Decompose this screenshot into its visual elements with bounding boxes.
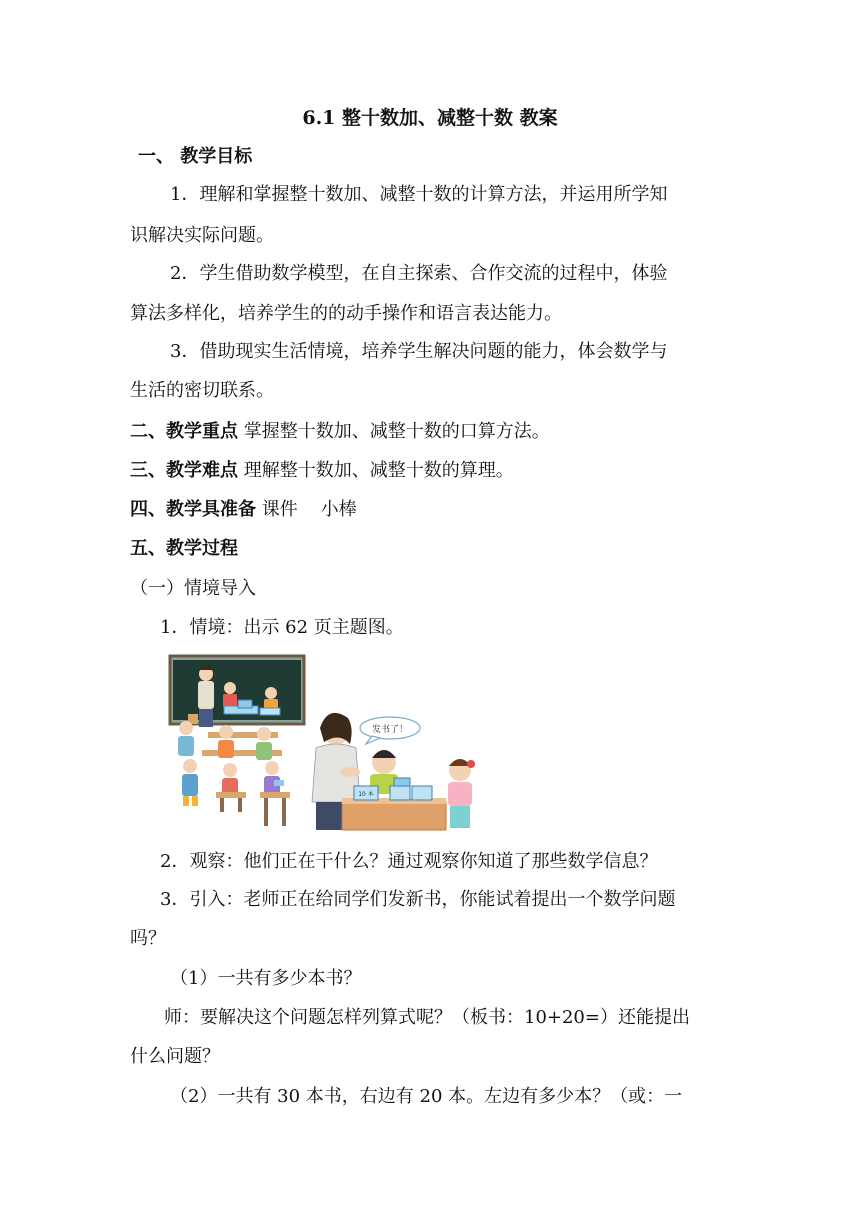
section-key-points: [130, 420, 550, 444]
goal-3-line-1: 3．借助现实生活情境，培养学生解决问题的能力，体会数学与: [170, 341, 668, 362]
question-2: （2）一共有 30 本书，右边有 20 本。左边有多少本？（或：一: [170, 1086, 683, 1107]
goal-1-line-1: 1．理解和掌握整十数加、减整十数的计算方法，并运用所学知: [170, 184, 668, 205]
speech-bubble-text: 发书了！: [371, 725, 409, 735]
section-heading-difficulties: 三、教学难点: [130, 460, 238, 481]
goal-1-line-2: 识解决实际问题。: [130, 225, 274, 246]
goal-2-line-1: 2．学生借助数学模型，在自主探索、合作交流的过程中，体验: [170, 263, 668, 284]
question-1: （1）一共有多少本书？: [170, 968, 362, 989]
book-stack-label: 10 本: [358, 791, 374, 798]
section-heading-materials: 四、教学具准备: [130, 499, 256, 520]
subsection-intro: （一）情境导入: [130, 578, 256, 599]
teacher-line-1: 师：要解决这个问题怎样列算式呢？（板书：10+20=）还能提出: [164, 1007, 690, 1028]
section-heading-goals: 一、 教学目标: [138, 146, 253, 167]
classroom-illustration: [168, 652, 483, 834]
key-points-text: 掌握整十数加、减整十数的口算方法。: [243, 421, 550, 442]
section-difficulties: [130, 459, 514, 483]
section-heading-key-points: 二、教学重点: [130, 421, 238, 442]
step-1: 1．情境：出示 62 页主题图。: [160, 617, 404, 638]
goal-3-line-2: 生活的密切联系。: [130, 380, 274, 401]
difficulties-text: 理解整十数加、减整十数的算理。: [243, 460, 514, 481]
step-2: 2．观察：他们正在干什么？通过观察你知道了那些数学信息？: [160, 851, 658, 872]
step-3-line-2: 吗？: [130, 928, 166, 949]
teacher-line-2: 什么问题？: [130, 1046, 220, 1067]
step-3-line-1: 3．引入：老师正在给同学们发新书，你能试着提出一个数学问题: [160, 889, 676, 910]
section-heading-process: 五、教学过程: [130, 538, 238, 559]
materials-text: 课件 小棒: [261, 499, 357, 520]
section-materials: [130, 498, 357, 522]
goal-2-line-2: 算法多样化，培养学生的的动手操作和语言表达能力。: [130, 303, 562, 324]
page-title: 6.1 整十数加、减整十数 教案: [302, 107, 558, 129]
